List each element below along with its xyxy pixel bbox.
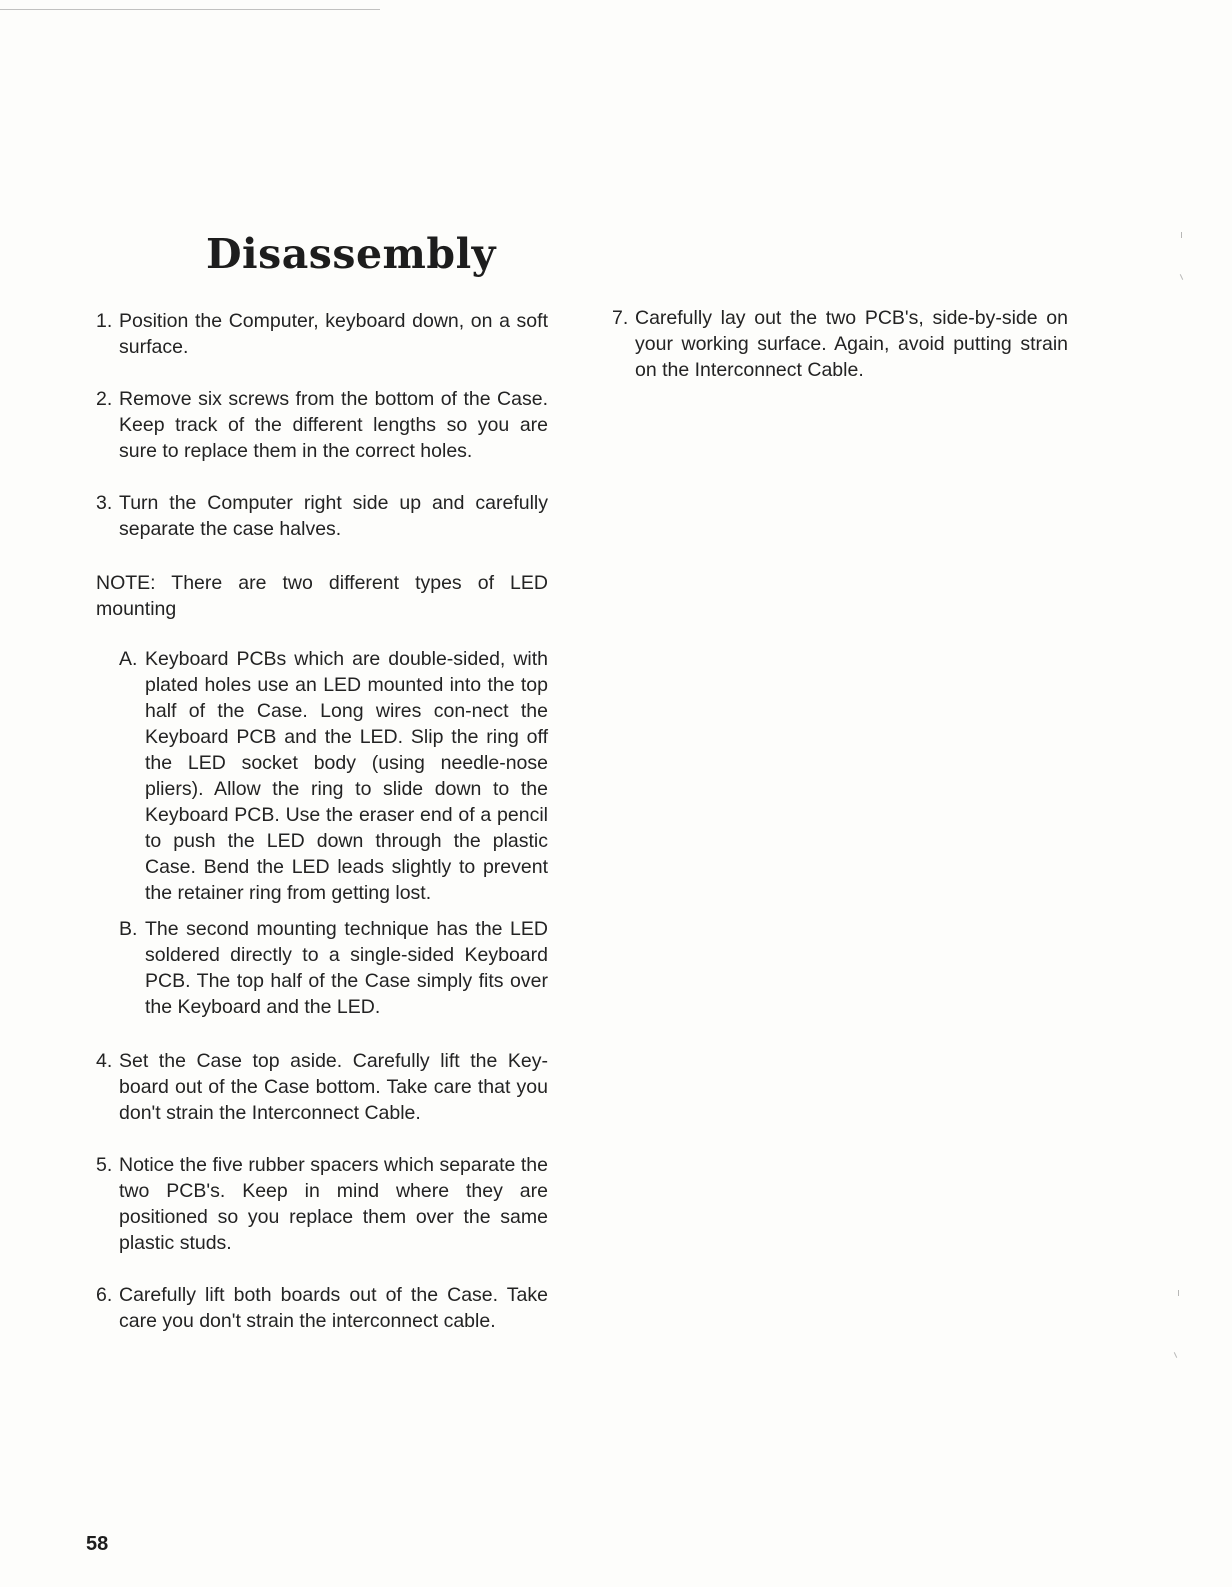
scan-speck xyxy=(1180,274,1183,280)
scan-speck xyxy=(1174,1352,1177,1358)
page-number: 58 xyxy=(86,1533,109,1555)
step-number: 6. xyxy=(96,1284,113,1306)
note-item-b xyxy=(119,916,548,1020)
step-5 xyxy=(96,1152,548,1256)
step-6 xyxy=(96,1282,548,1334)
step-text: Position the Computer, keyboard down, on a soft surface. xyxy=(119,310,548,358)
step-number: 3. xyxy=(96,492,113,514)
page-title: Disassembly xyxy=(206,230,496,278)
left-column xyxy=(96,308,548,1334)
scan-top-line xyxy=(0,9,380,10)
note-item-text: The second mounting technique has the LED soldered directly to a single-sided Keyboard PCB. The top half of the Case simply fits over the Keyboard and the LED. xyxy=(145,918,548,1018)
note-paragraph: NOTE: There are two different types of LED mounting xyxy=(96,572,548,620)
step-2 xyxy=(96,386,548,464)
step-number: 2. xyxy=(96,388,113,410)
step-text: Set the Case top aside. Carefully lift the Key-board out of the Case bottom. Take care that you don't strain the Interconnect Cable. xyxy=(119,1050,548,1124)
step-number: 4. xyxy=(96,1050,113,1072)
step-number: 1. xyxy=(96,310,113,332)
note-item-a xyxy=(119,646,548,906)
note-item-label: A. xyxy=(119,648,138,670)
scan-speck xyxy=(1181,232,1182,238)
scan-speck xyxy=(1178,1290,1179,1296)
step-4 xyxy=(96,1048,548,1126)
step-text: Turn the Computer right side up and carefully separate the case halves. xyxy=(119,492,548,540)
step-text: Carefully lift both boards out of the Case. Take care you don't strain the interconnect cable. xyxy=(119,1284,548,1332)
step-text: Carefully lay out the two PCB's, side-by-side on your working surface. Again, avoid putting strain on the Interconnect Cable. xyxy=(635,307,1068,381)
step-text: Remove six screws from the bottom of the Case. Keep track of the different lengths so you are sure to replace them in the correct holes. xyxy=(119,388,548,462)
step-1 xyxy=(96,308,548,360)
step-3 xyxy=(96,490,548,542)
step-number: 5. xyxy=(96,1154,113,1176)
step-number: 7. xyxy=(612,307,629,329)
note-item-label: B. xyxy=(119,918,138,940)
step-7 xyxy=(612,305,1068,383)
right-column xyxy=(612,305,1068,383)
note-item-text: Keyboard PCBs which are double-sided, with plated holes use an LED mounted into the top half of the Case. Long wires con-nect the Keyboard PCB and the LED. Slip the ring off the LED socket body (using needle-nose pliers). Allow the ring to slide down to the Keyboard PCB. Use the eraser end of a pencil to push the LED down through the plastic Case. Bend the LED leads slightly to prevent the retainer ring from getting lost. xyxy=(145,648,548,904)
step-text: Notice the five rubber spacers which separate the two PCB's. Keep in mind where they are positioned so you replace them over the same plastic studs. xyxy=(119,1154,548,1254)
